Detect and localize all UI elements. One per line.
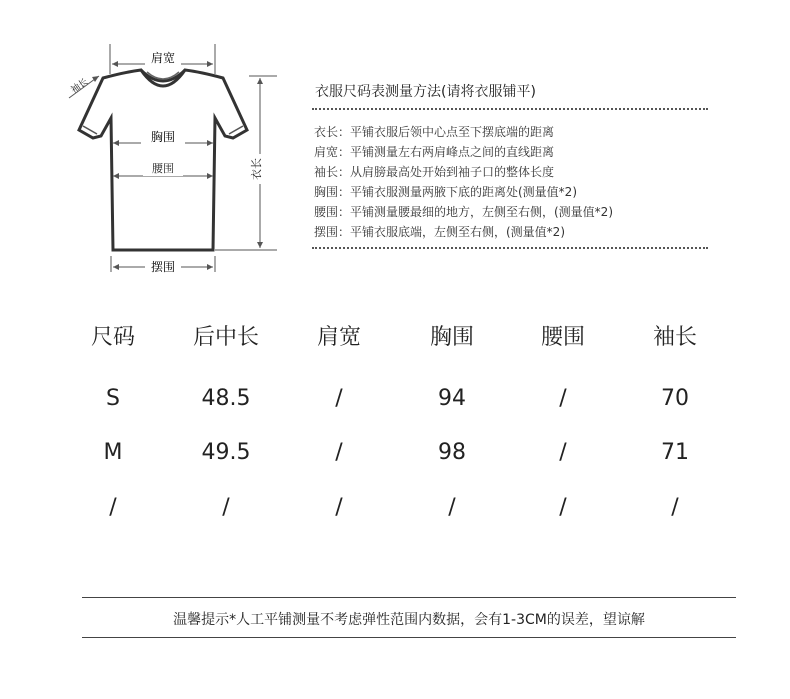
header-back-length: 后中长 <box>192 325 259 350</box>
table-cell: / <box>109 495 117 520</box>
table-cell: / <box>335 440 343 465</box>
chest-label: 胸围 <box>150 130 176 144</box>
method-line-shoulder: 肩宽：平铺测量左右两肩峰点之间的直线距离 <box>314 145 555 159</box>
shoulder-label: 肩宽 <box>150 51 176 65</box>
length-label: 衣长 <box>250 158 263 180</box>
table-cell: / <box>335 386 343 411</box>
table-cell: 48.5 <box>201 386 251 411</box>
waist-label: 腰围 <box>152 162 174 175</box>
method-line-chest: 胸围：平铺衣服测量两腋下底的距离处(测量值*2) <box>314 185 577 199</box>
method-line-sleeve: 袖长：从肩膀最高处开始到袖子口的整体长度 <box>314 165 555 179</box>
table-cell: / <box>448 495 456 520</box>
header-waist: 腰围 <box>540 325 585 350</box>
dotted-divider-top <box>312 108 708 110</box>
table-cell: / <box>559 495 567 520</box>
method-line-waist: 腰围：平铺测量腰最细的地方，左侧至右侧，(测量值*2) <box>314 205 614 219</box>
header-shoulder: 肩宽 <box>316 325 361 350</box>
header-size: 尺码 <box>90 325 135 350</box>
table-cell: 71 <box>661 440 689 465</box>
table-cell: / <box>671 495 679 520</box>
table-cell: / <box>559 386 567 411</box>
table-cell: 70 <box>661 386 689 411</box>
table-cell: / <box>335 495 343 520</box>
tshirt-measurement-diagram <box>55 40 305 280</box>
table-cell: 94 <box>438 386 466 411</box>
table-cell: 49.5 <box>201 440 251 465</box>
method-line-length: 衣长：平铺衣服后领中心点至下摆底端的距离 <box>314 125 555 139</box>
header-sleeve: 袖长 <box>652 325 697 350</box>
table-cell: S <box>106 386 120 411</box>
table-cell: / <box>559 440 567 465</box>
table-cell: 98 <box>438 440 466 465</box>
sleeve-label: 袖长 <box>69 77 91 96</box>
header-chest: 胸围 <box>429 325 474 350</box>
table-cell: M <box>103 440 123 465</box>
table-cell: / <box>222 495 230 520</box>
dotted-divider-bottom <box>312 247 708 249</box>
hem-label: 摆围 <box>150 260 176 274</box>
method-title: 衣服尺码表测量方法(请将衣服铺平) <box>315 84 536 100</box>
footer-divider-top <box>82 597 736 598</box>
method-line-hem: 摆围：平铺衣服底端，左侧至右侧，(测量值*2) <box>314 225 565 239</box>
footer-note: 温馨提示*人工平铺测量不考虑弹性范围内数据，会有1-3CM的误差，望谅解 <box>173 612 645 628</box>
footer-divider-bottom <box>82 637 736 638</box>
